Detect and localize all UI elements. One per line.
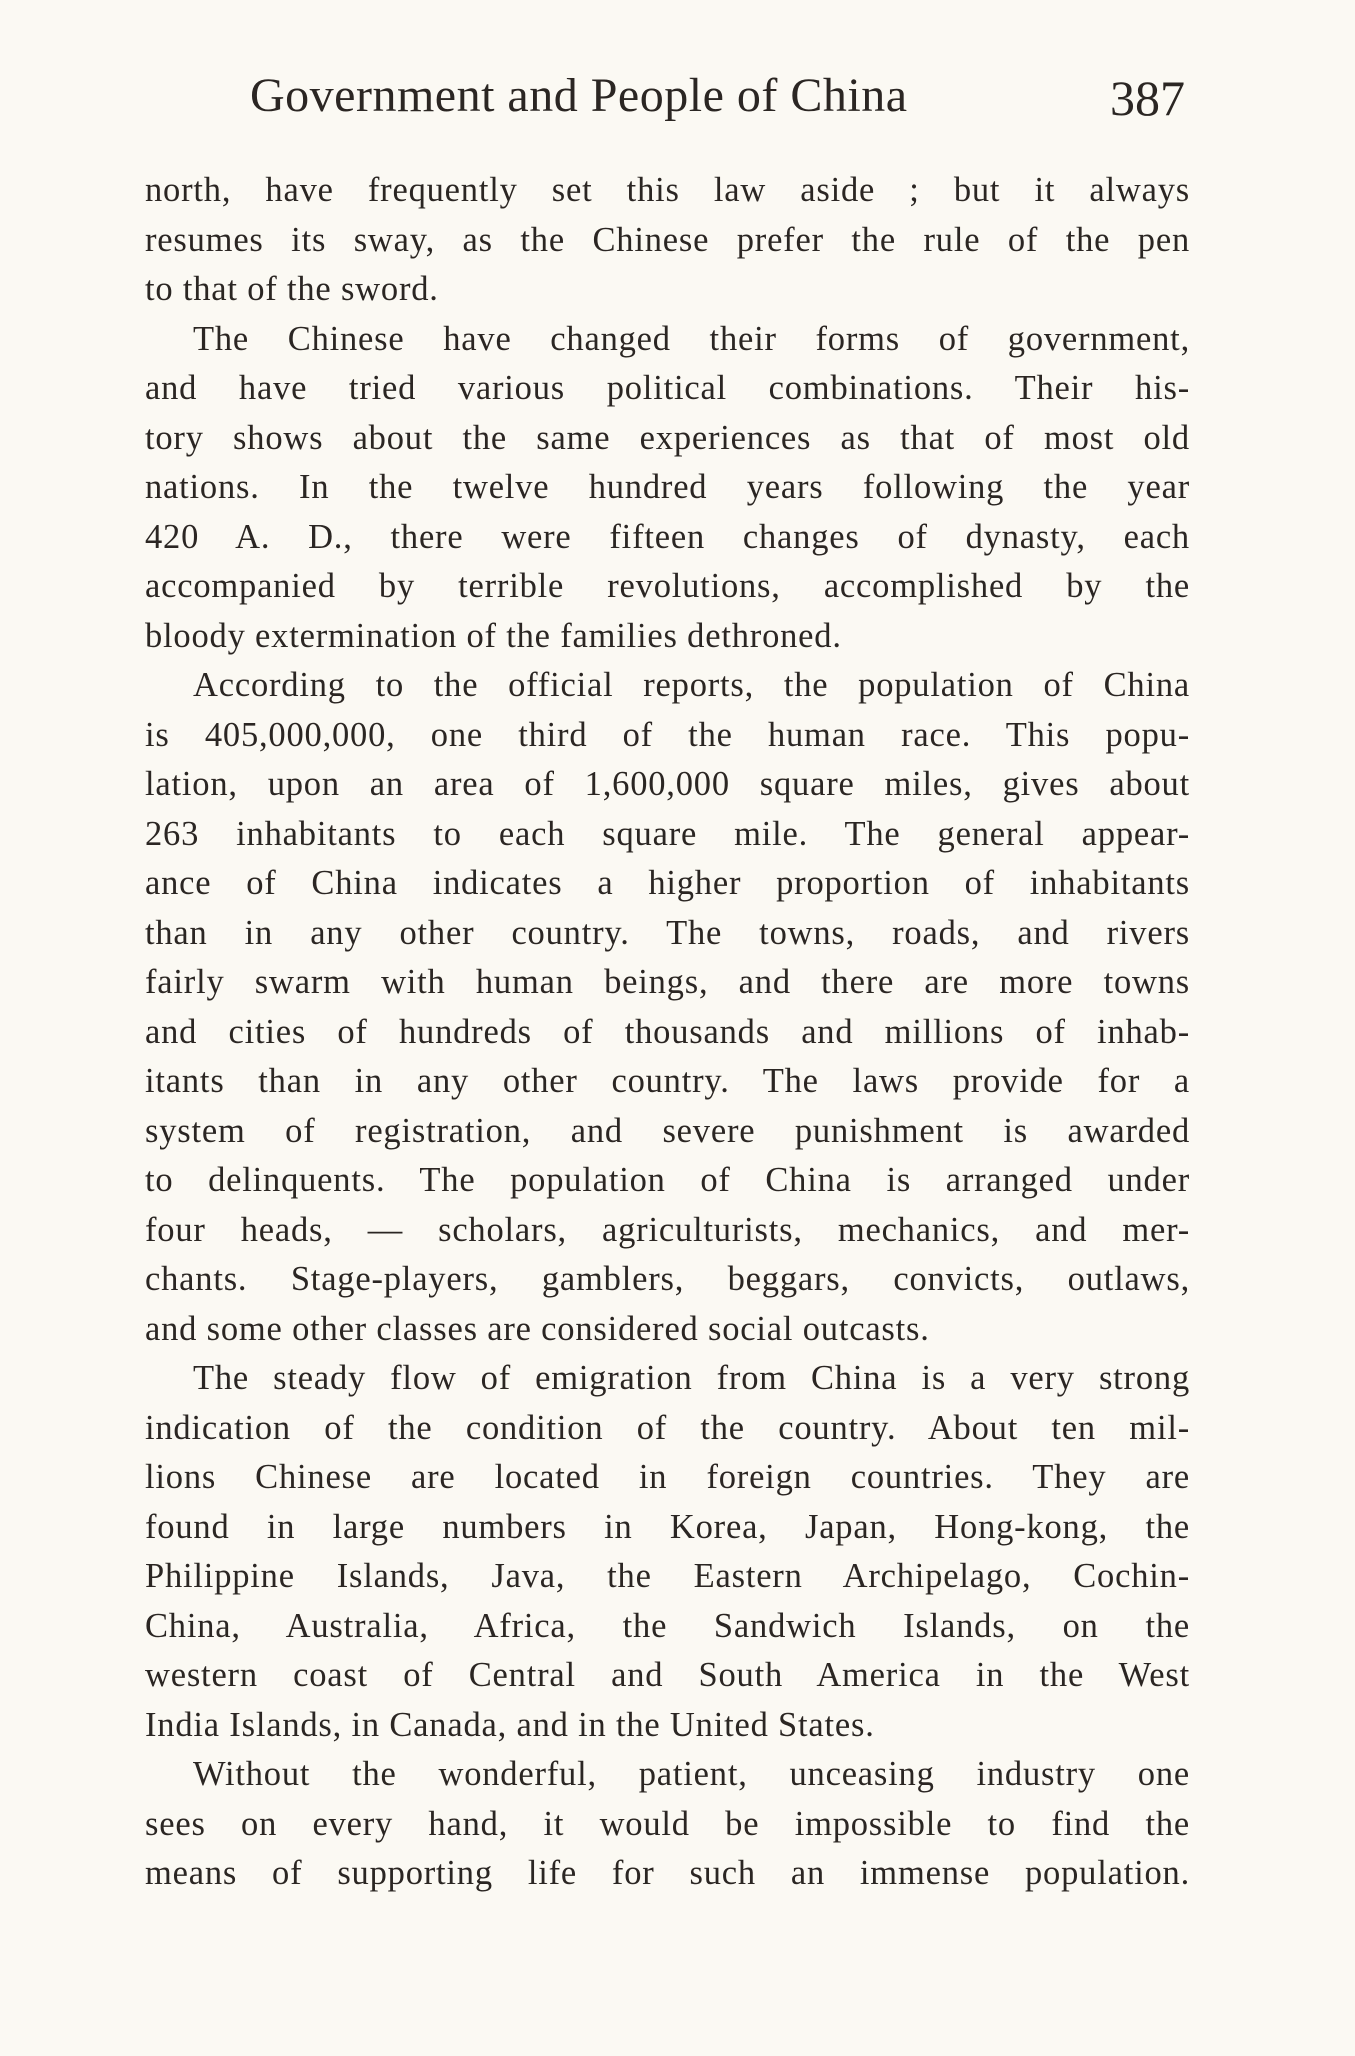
- running-title: Government and People of China: [250, 69, 908, 122]
- text-line: India Islands, in Canada, and in the United States.: [145, 1705, 875, 1744]
- text-line: four heads, — scholars, agriculturists, mechanics, and mer-: [145, 1210, 1190, 1249]
- text-line: ance of China indicates a higher proportion of inhabitants: [145, 864, 1190, 902]
- text-line: means of supporting life for such an immense population.: [145, 1854, 1190, 1892]
- text-line: and some other classes are considered social outcasts.: [145, 1309, 930, 1348]
- paragraph: [145, 315, 1190, 662]
- text-line: chants. Stage-players, gamblers, beggars, convicts, outlaws,: [145, 1260, 1190, 1298]
- text-line: bloody extermination of the families dethroned.: [145, 616, 842, 655]
- text-line: to delinquents. The population of China is arranged under: [145, 1161, 1190, 1199]
- text-line: Philippine Islands, Java, the Eastern Archipelago, Cochin-: [145, 1557, 1190, 1595]
- text-line: than in any other country. The towns, roads, and rivers: [145, 913, 1190, 952]
- text-line: 263 inhabitants to each square mile. The general appear-: [145, 814, 1190, 853]
- text-line: western coast of Central and South America in the West: [145, 1656, 1190, 1694]
- text-line: north, have frequently set this law aside ; but it always: [145, 171, 1190, 209]
- text-line: sees on every hand, it would be impossible to find the: [145, 1804, 1190, 1843]
- text-line: lions Chinese are located in foreign countries. They are: [145, 1458, 1190, 1496]
- text-line: to that of the sword.: [145, 270, 439, 308]
- text-line: found in large numbers in Korea, Japan, Hong-kong, the: [145, 1507, 1190, 1546]
- text-line: accompanied by terrible revolutions, accomplished by the: [145, 567, 1190, 605]
- text-line: According to the official reports, the population of China: [193, 666, 1190, 704]
- paragraph: [145, 1750, 1190, 1899]
- text-line: indication of the condition of the country. About ten mil-: [145, 1408, 1190, 1447]
- text-line: China, Australia, Africa, the Sandwich Islands, on the: [145, 1606, 1190, 1645]
- text-line: resumes its sway, as the Chinese prefer the rule of the pen: [145, 220, 1190, 259]
- text-line: lation, upon an area of 1,600,000 square miles, gives about: [145, 765, 1190, 803]
- paragraph: [145, 661, 1190, 1354]
- text-line: fairly swarm with human beings, and there are more towns: [145, 963, 1190, 1001]
- text-line: 420 A. D., there were fifteen changes of dynasty, each: [145, 517, 1190, 556]
- text-line: Without the wonderful, patient, unceasing industry one: [193, 1755, 1190, 1793]
- text-line: The Chinese have changed their forms of government,: [193, 319, 1190, 358]
- text-line: is 405,000,000, one third of the human race. This popu-: [145, 715, 1190, 754]
- text-line: The steady flow of emigration from China is a very strong: [193, 1359, 1190, 1397]
- text-line: and cities of hundreds of thousands and millions of inhab-: [145, 1012, 1190, 1051]
- text-line: itants than in any other country. The laws provide for a: [145, 1062, 1190, 1100]
- text-line: nations. In the twelve hundred years following the year: [145, 468, 1190, 506]
- page-number: 387: [1110, 70, 1185, 126]
- text-line: tory shows about the same experiences as that of most old: [145, 418, 1190, 457]
- text-line: and have tried various political combinations. Their his-: [145, 369, 1190, 407]
- running-head: [250, 66, 1210, 136]
- paragraph: [145, 166, 1190, 315]
- body-text: [145, 166, 1190, 1899]
- text-line: system of registration, and severe punishment is awarded: [145, 1111, 1190, 1150]
- paragraph: [145, 1354, 1190, 1750]
